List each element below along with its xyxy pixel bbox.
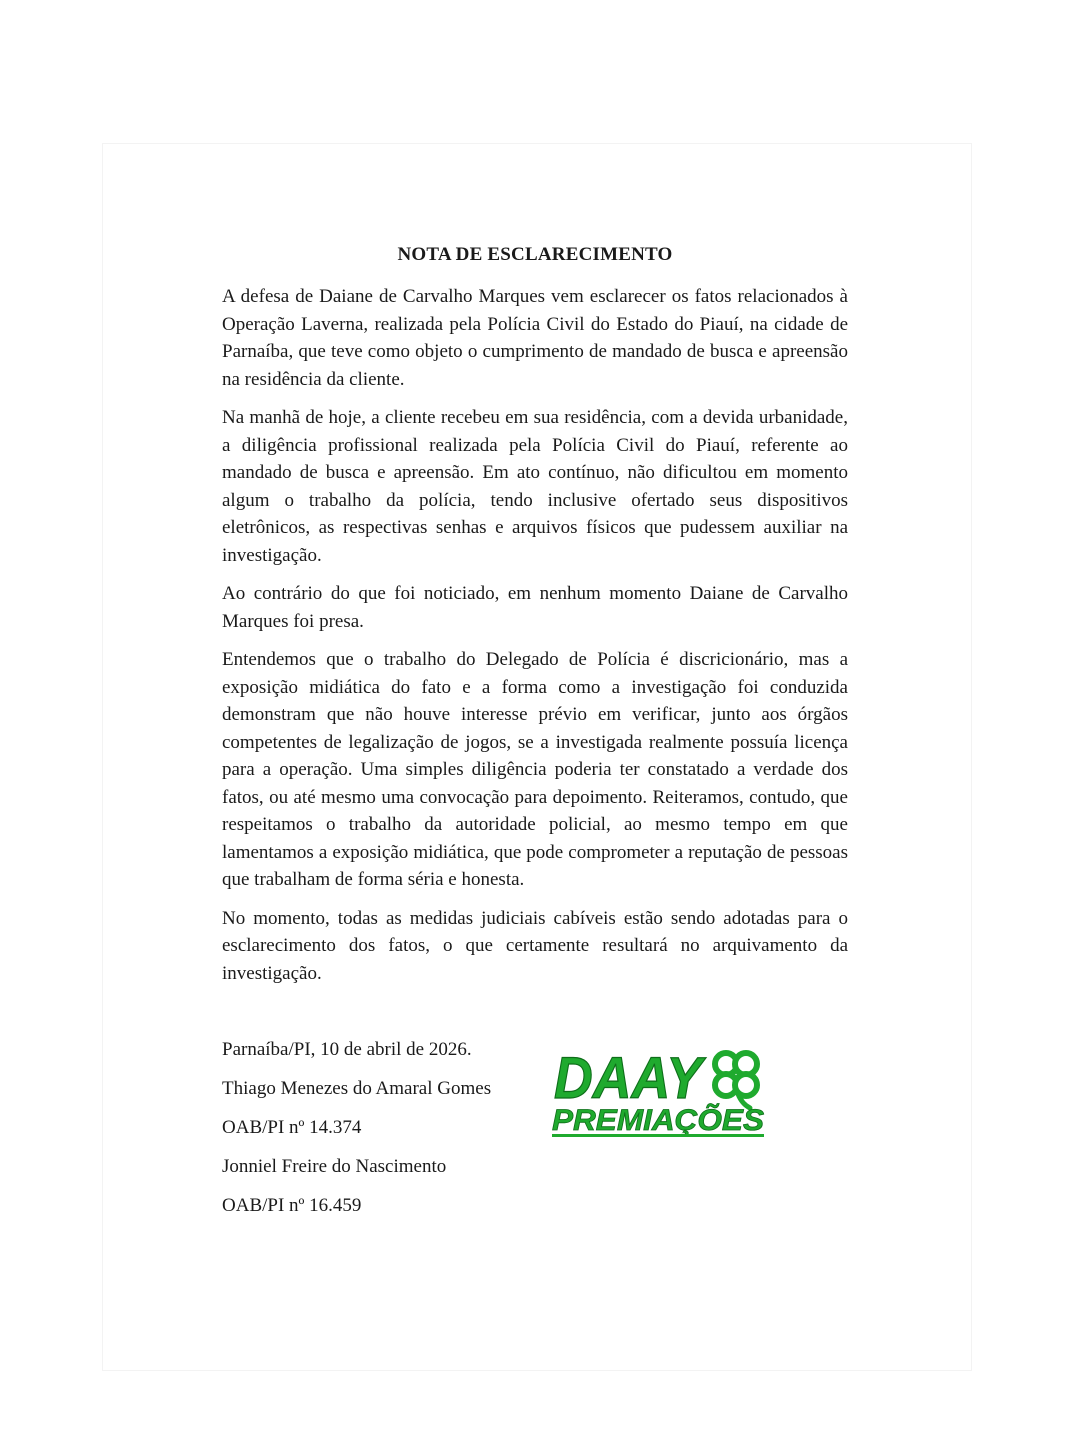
lawyer-1-oab: OAB/PI nº 14.374 [222,1117,362,1138]
document-body [222,283,848,998]
lawyer-2-oab: OAB/PI nº 16.459 [222,1195,362,1216]
paragraph-3: Ao contrário do que foi noticiado, em nenhum momento Daiane de Carvalho Marques foi presa. [222,583,848,632]
lawyer-2-name: Jonniel Freire do Nascimento [222,1156,447,1177]
signature-block [222,1036,562,1231]
daay-premiacoes-logo [548,1042,778,1142]
four-leaf-clover-icon [715,1053,757,1108]
place-date: Parnaíba/PI, 10 de abril de 2026. [222,1039,472,1060]
paragraph-4: Entendemos que o trabalho do Delegado de Polícia é discricionário, mas a exposição midiática do fato e a forma como a investigação foi conduzida demonstram que não houve interesse prévio em verificar, junto aos órgãos competentes de legalização de jogos, se a investigada realmente possuía licença para a operação. Uma simples diligência poderia ter constatado a verdade dos fatos, ou até mesmo uma convocação para depoimento. Reiteramos, contudo, que respeitamos o trabalho da autoridade policial, ao mesmo tempo em que lamentamos a exposição midiática, que pode comprometer a reputação de pessoas que trabalham de forma séria e honesta. [222,649,848,890]
document-title: NOTA DE ESCLARECIMENTO [397,244,673,265]
paragraph-1: A defesa de Daiane de Carvalho Marques vem esclarecer os fatos relacionados à Operação Laverna, realizada pela Polícia Civil do Estado do Piauí, na cidade de Parnaíba, que teve como objeto o cumprimento de mandado de busca e apreensão na residência da cliente. [222,286,848,390]
lawyer-1-name: Thiago Menezes do Amaral Gomes [222,1078,492,1099]
paragraph-5: No momento, todas as medidas judiciais cabíveis estão sendo adotadas para o esclarecimento dos fatos, o que certamente resultará no arquivamento da investigação. [222,907,848,984]
logo-word-daay: DAAY [554,1046,707,1111]
logo-word-premiacoes: PREMIAÇÕES [552,1104,754,1137]
paragraph-2: Na manhã de hoje, a cliente recebeu em sua residência, com a devida urbanidade, a diligência profissional realizada pela Polícia Civil do Piauí, referente ao mandado de busca e apreensão. Em ato contínuo, não dificultou em momento algum o trabalho da polícia, tendo inclusive ofertado seus dispositivos eletrônicos, as respectivas senhas e arquivos físicos que pudessem auxiliar na investigação. [222,407,848,566]
